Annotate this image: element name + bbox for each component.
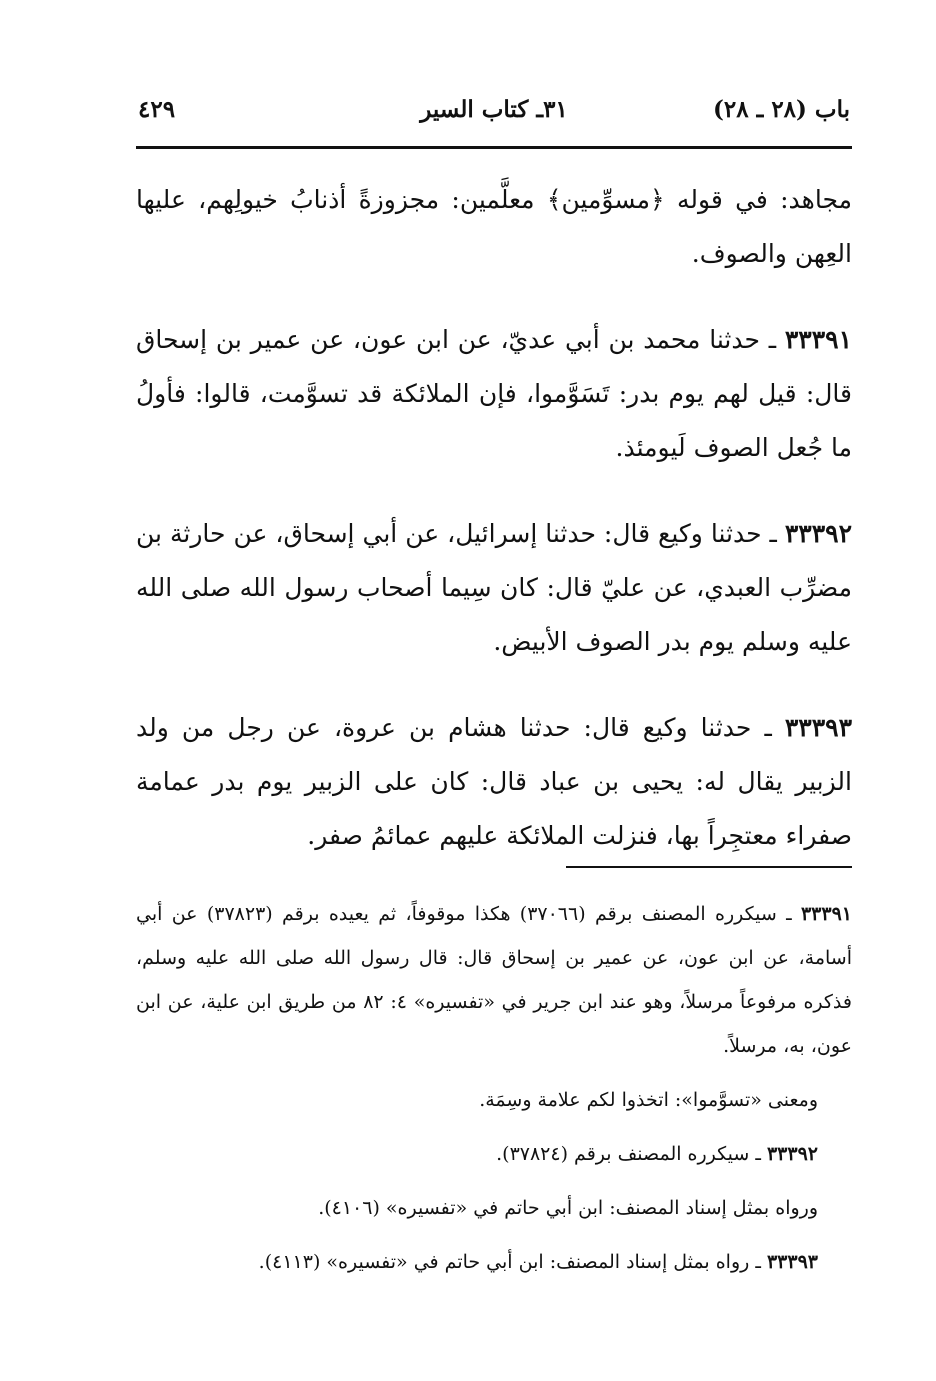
footnote-divider xyxy=(566,866,852,868)
footnote-number: ٣٣٣٩٢ xyxy=(766,1143,818,1165)
footnote-text: ـ سيكرره المصنف برقم (٣٧٨٢٤). xyxy=(496,1143,761,1165)
running-header xyxy=(138,96,850,136)
hadith-text: ـ حدثنا محمد بن أبي عديّ، عن ابن عون، عن عمير بن إسحاق قال: قيل لهم يوم بدر: تَسَوَّموا، فإن الملائكة قد تسوَّمت، قالوا: فأولُ ما جُعل الصوف لَيومئذ. xyxy=(136,325,852,462)
book-title: ٣١ـ كتاب السير xyxy=(420,96,568,123)
footnote xyxy=(136,1132,852,1176)
chapter-title: باب (٢٨ ـ ٢٨) xyxy=(712,96,850,123)
footnote-number: ٣٣٣٩٣ xyxy=(766,1251,818,1273)
page-number: ٤٢٩ xyxy=(138,96,176,123)
hadith-number: ٣٣٣٩١ xyxy=(784,325,852,354)
main-text xyxy=(136,173,852,895)
footnotes xyxy=(136,892,852,1294)
footnote-text: ـ رواه بمثل إسناد المصنف: ابن أبي حاتم في «تفسيره» (٤١١٣). xyxy=(258,1251,761,1273)
hadith-entry xyxy=(136,507,852,669)
hadith-entry xyxy=(136,313,852,475)
intro-paragraph: مجاهد: في قوله ﴿مسوِّمين﴾ معلَّمين: مجزوزةً أذنابُ خيولِهم، عليها العِهن والصوف. xyxy=(136,185,852,268)
hadith-number: ٣٣٣٩٢ xyxy=(784,519,852,548)
footnote xyxy=(136,1240,852,1284)
footnote-text: ـ سيكرره المصنف برقم (٣٧٠٦٦) هكذا موقوفاً، ثم يعيده برقم (٣٧٨٢٣) عن أبي أسامة، عن ابن عون، عن عمير بن إسحاق قال: قال رسول الله صلى الله عليه وسلم، فذكره مرفوعاً مرسلاً، وهو عند ابن جرير في «تفسيره» ٤: ٨٢ من طريق ابن علية، عن ابن عون، به، مرسلاً. xyxy=(136,903,852,1057)
footnote-number: ٣٣٣٩١ xyxy=(800,903,852,925)
hadith-number: ٣٣٣٩٣ xyxy=(784,713,852,742)
footnote-continuation: ومعنى «تسوَّموا»: اتخذوا لكم علامة وسِمَة. xyxy=(479,1089,818,1111)
footnote-continuation: ورواه بمثل إسناد المصنف: ابن أبي حاتم في «تفسيره» (٤١٠٦). xyxy=(318,1197,818,1219)
hadith-entry xyxy=(136,701,852,863)
footnote xyxy=(136,892,852,1068)
hadith-text: ـ حدثنا وكيع قال: حدثنا إسرائيل، عن أبي إسحاق، عن حارثة بن مضرِّب العبدي، عن عليّ قال: كان سِيما أصحاب رسول الله صلى الله عليه وسلم يوم بدر الصوف الأبيض. xyxy=(136,519,852,656)
hadith-text: ـ حدثنا وكيع قال: حدثنا هشام بن عروة، عن رجل من ولد الزبير يقال له: يحيى بن عباد قال: كان على الزبير يوم بدر عمامة صفراء معتجِراً بها، فنزلت الملائكة عليهم عمائمُ صفر. xyxy=(136,713,852,850)
header-divider xyxy=(136,146,852,149)
